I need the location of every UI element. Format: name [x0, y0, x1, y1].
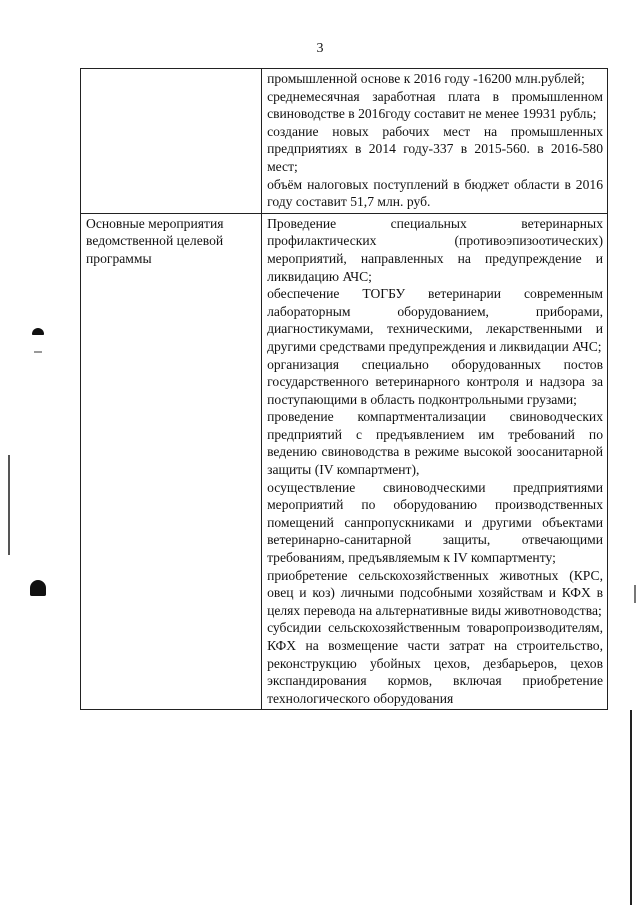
indicator-new-jobs: создание новых рабочих мест на промышленных предприятиях в 2014 году-337 в 2015-560. в 2016-580 мест; — [267, 123, 603, 174]
scan-hole-punch-mark — [30, 580, 46, 596]
page-number: 3 — [316, 41, 324, 56]
scan-artifact-mark — [34, 351, 42, 353]
indicator-average-salary: среднемесячная заработная плата в промышленном свиноводстве в 2016году составит не менее 19931 рубль; — [267, 88, 603, 122]
indicator-production-volume: промышленной основе к 2016 году -16200 млн.рублей; — [267, 71, 585, 86]
scan-hole-punch-mark — [32, 328, 44, 335]
scan-artifact-mark — [634, 585, 636, 603]
activity-subsidies: субсидии сельскохозяйственным товаропроизводителям, КФХ на возмещение части затрат на строительство, реконструкцию убойных цехов, дезбарьеров, цехов экспандирования кормов, включая приобретение технологического оборудования — [267, 620, 603, 706]
indicator-tax-revenue: объём налоговых поступлений в бюджет области в 2016 году составит 51,7 млн. руб. — [267, 176, 603, 210]
activity-sanitary-facilities: осуществление свиноводческими предприятиями мероприятий по оборудованию производственных помещений санпропускниками и другими объектами ветеринарно-санитарной защиты, отвечающими требованиям, предъявляемым к IV компартменту; — [267, 479, 603, 566]
scan-edge-line — [630, 710, 632, 905]
activity-compartmentalization: проведение компартментализации свиноводческих предприятий с предъявлением им требований по ведению свиноводства в режиме высокой зоосанитарной защиты (IV компартмент), — [267, 409, 603, 478]
row-2-label-cell: Основные мероприятия ведомственной целевой программы — [81, 213, 262, 710]
row-1-content-cell — [262, 69, 608, 214]
row-1-label-cell — [81, 69, 262, 214]
table-row-main-activities — [81, 213, 608, 710]
activity-lab-equipment: обеспечение ТОГБУ ветеринарии современным лабораторным оборудованием, приборами, диагностикумами, техническими, лекарственными и другими средствами предупреждения и ликвидации АЧС; — [267, 286, 603, 354]
activity-veterinary-measures: Проведение специальных ветеринарных профилактических (противоэпизоотических) мероприятий, направленных на предупреждение и ликвидацию АЧС; — [267, 215, 603, 284]
row-2-content-cell — [262, 213, 608, 710]
table-row-indicators — [81, 69, 608, 214]
activity-livestock-purchase: приобретение сельскохозяйственных животных (КРС, овец и коз) личными подсобными хозяйствам и КФХ в целях перевода на альтернативные виды животноводства; — [267, 567, 603, 618]
activity-control-posts: организация специально оборудованных постов государственного ветеринарного контроля и надзора за поступающими в область подконтрольными грузами; — [267, 356, 603, 407]
scan-edge-line — [8, 455, 10, 555]
program-table — [80, 68, 608, 710]
